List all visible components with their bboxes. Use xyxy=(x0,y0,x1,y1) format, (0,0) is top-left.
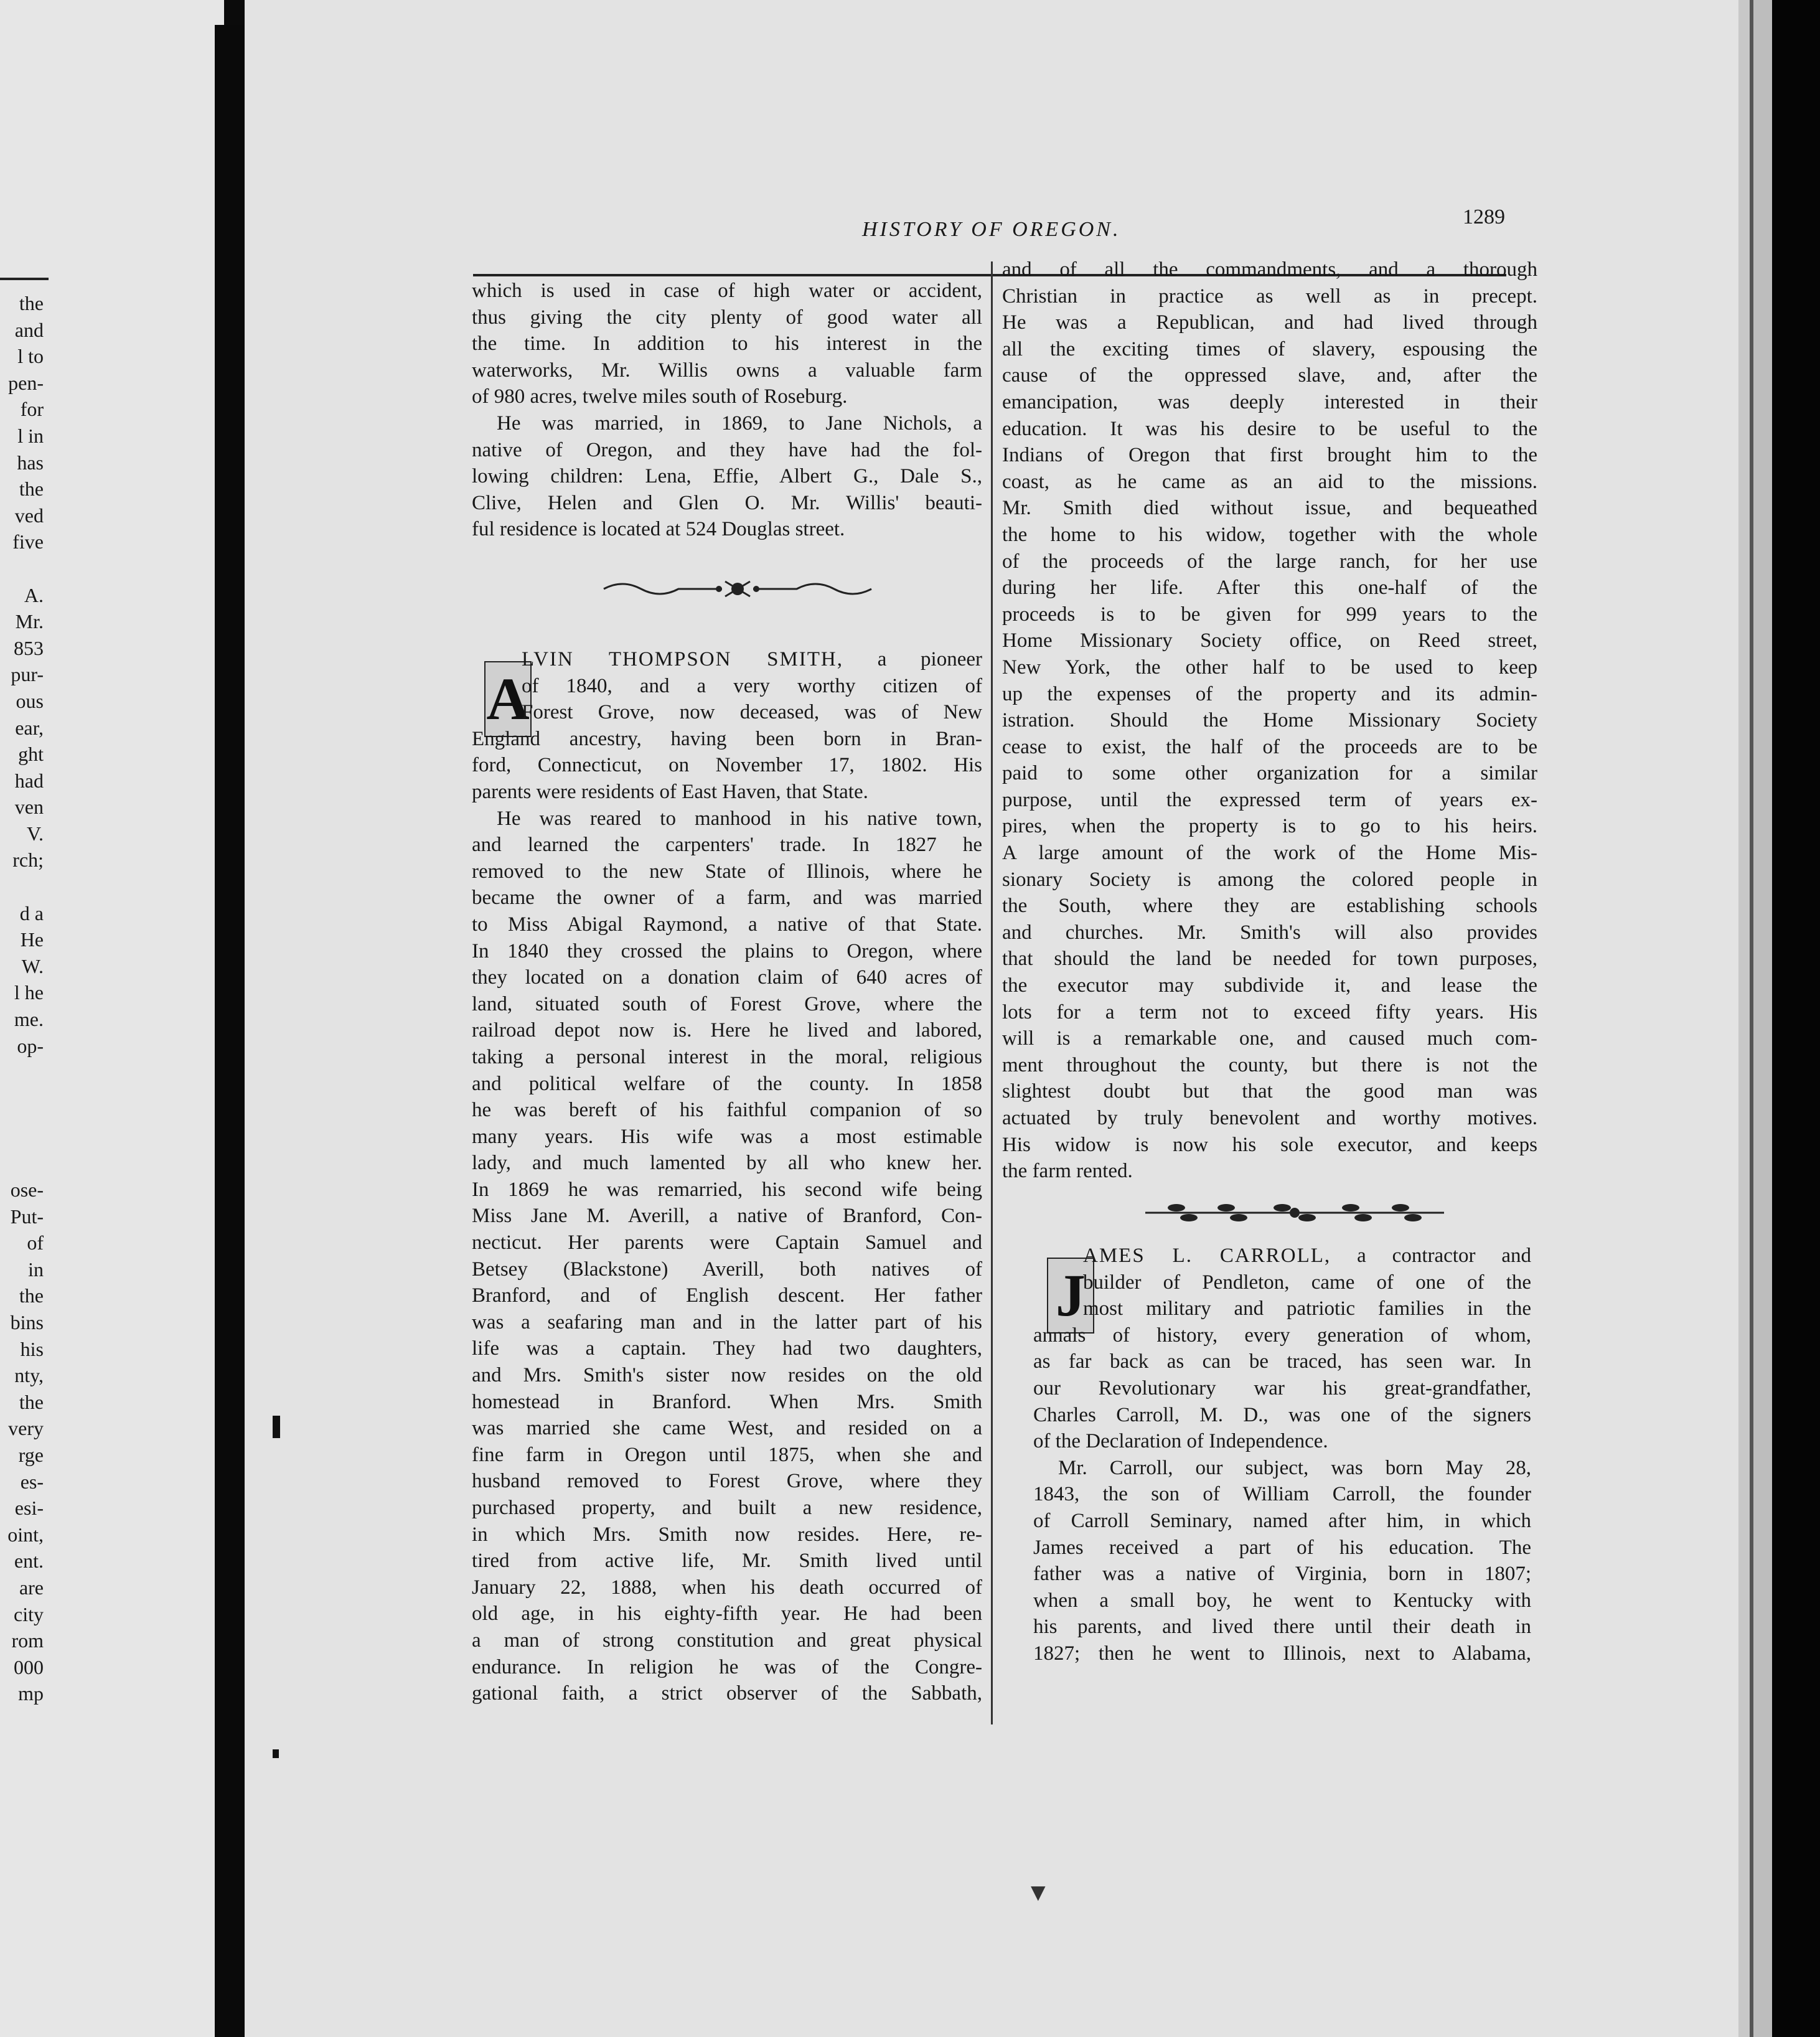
smith-line: husband removed to Forest Grove, where they xyxy=(472,1470,982,1493)
facing-page-fragment: V. xyxy=(27,822,44,845)
facing-page-fragment: city xyxy=(14,1602,44,1625)
smith-continued-line: the South, where they are establishing schools xyxy=(1002,895,1537,918)
carroll-name: AMES L. CARROLL, xyxy=(1083,1244,1331,1267)
smith-line: purchased property, and built a new residence, xyxy=(472,1497,982,1519)
smith-continued-line: will is a remarkable one, and caused much com- xyxy=(1002,1027,1537,1050)
smith-continued-line: of the proceeds of the large ranch, for her use xyxy=(1002,550,1537,573)
facing-page-fragment: very xyxy=(8,1417,44,1440)
facing-page-fragment: op- xyxy=(17,1034,44,1057)
scan-border xyxy=(1772,0,1820,2037)
facing-page-fragment: oint, xyxy=(7,1523,44,1546)
facing-page-fragment: ous xyxy=(16,689,44,712)
smith-continued-line: the executor may subdivide it, and lease the xyxy=(1002,974,1537,997)
facing-page-fragment: Mr. xyxy=(15,610,44,633)
smith-line: tired from active life, Mr. Smith lived until xyxy=(472,1550,982,1573)
scan-mark xyxy=(273,1749,279,1758)
carroll-line: 1827; then he went to Illinois, next to Alabama, xyxy=(1033,1642,1531,1665)
facing-page-fragment xyxy=(0,873,44,900)
facing-page-fragment: mp xyxy=(18,1682,44,1705)
carroll-line: of Carroll Seminary, named after him, in which xyxy=(1033,1509,1531,1532)
smith-continued-line: pires, when the property is to go to his heirs. xyxy=(1002,815,1537,838)
smith-line: endurance. In religion he was of the Congre- xyxy=(472,1655,982,1678)
willis-entry-end xyxy=(472,278,982,543)
willis-line: native of Oregon, and they have had the fol- xyxy=(472,438,982,461)
facing-page-fragment: esi- xyxy=(14,1497,44,1520)
smith-line: Betsey (Blackstone) Averill, both natives of xyxy=(472,1258,982,1281)
smith-first-line xyxy=(472,646,982,673)
carroll-line: Mr. Carroll, our subject, was born May 28, xyxy=(1058,1456,1531,1479)
smith-line: Branford, and of English descent. Her father xyxy=(472,1284,982,1307)
facing-page-fragment: ven xyxy=(14,796,44,819)
scan-arrow-mark: ▼ xyxy=(1026,1878,1051,1906)
facing-page-fragment: ear, xyxy=(15,716,44,739)
smith-line: lady, and much lamented by all who knew her. xyxy=(472,1152,982,1175)
smith-line: a man of strong constitution and great physical xyxy=(472,1629,982,1652)
smith-continued-line: A large amount of the work of the Home Mis- xyxy=(1002,842,1537,865)
facing-page-fragment: es- xyxy=(20,1470,44,1493)
facing-page-fragment: rch; xyxy=(12,849,44,872)
smith-entry-continued xyxy=(1002,256,1537,1185)
smith-line: England ancestry, having been born in Bran- xyxy=(472,727,982,750)
smith-entry xyxy=(472,646,982,1707)
willis-line: lowing children: Lena, Effie, Albert G., Dale S., xyxy=(472,465,982,488)
facing-page-fragment: pur- xyxy=(11,663,44,686)
facing-page-fragment: five xyxy=(12,530,44,553)
smith-line: became the owner of a farm, and was married xyxy=(472,887,982,910)
carroll-line: as far back as can be traced, has seen war. In xyxy=(1033,1350,1531,1373)
page-number: 1289 xyxy=(1463,205,1505,228)
smith-continued-line: slightest doubt but that the good man was xyxy=(1002,1080,1537,1103)
smith-line: In 1840 they crossed the plains to Oregon, where xyxy=(472,939,982,962)
willis-line: thus giving the city plenty of good water all xyxy=(472,306,982,329)
facing-page-fragment: has xyxy=(17,451,44,474)
smith-continued-line: His widow is now his sole executor, and keeps xyxy=(1002,1133,1537,1156)
willis-line: which is used in case of high water or accident, xyxy=(472,280,982,302)
smith-line: railroad depot now is. Here he lived and labored, xyxy=(472,1019,982,1042)
facing-page-fragment: had xyxy=(14,769,44,792)
smith-line: He was reared to manhood in his native town, xyxy=(497,807,982,830)
willis-line: of 980 acres, twelve miles south of Roseburg. xyxy=(472,385,848,408)
drop-cap: J xyxy=(1047,1258,1094,1334)
facing-page-fragment: l he xyxy=(14,981,44,1004)
facing-page-text-top xyxy=(0,290,44,1059)
carroll-entry xyxy=(1033,1243,1531,1667)
smith-continued-line: Mr. Smith died without issue, and bequeathed xyxy=(1002,497,1537,520)
carroll-line: Charles Carroll, M. D., was one of the signers xyxy=(1033,1403,1531,1426)
smith-continued-line: cause of the oppressed slave, and, after the xyxy=(1002,364,1537,387)
smith-continued-line: Home Missionary Society office, on Reed street, xyxy=(1002,629,1537,652)
running-head: HISTORY OF OREGON. xyxy=(862,218,1121,241)
facing-page-fragment: W. xyxy=(21,954,44,977)
smith-continued-line: and churches. Mr. Smith's will also provides xyxy=(1002,921,1537,944)
facing-page-fragment: are xyxy=(19,1576,44,1599)
facing-page-fragment: rge xyxy=(18,1443,44,1466)
facing-page-fragment: the xyxy=(19,477,44,501)
smith-continued-line: cease to exist, the half of the proceeds are to be xyxy=(1002,735,1537,758)
facing-page-fragment: 853 xyxy=(14,636,44,659)
smith-line: old age, in his eighty-fifth year. He had been xyxy=(472,1602,982,1625)
carroll-line: of the Declaration of Independence. xyxy=(1033,1430,1328,1453)
facing-page-fragment: his xyxy=(20,1337,44,1360)
smith-continued-line: up the expenses of the property and its admin- xyxy=(1002,682,1537,705)
facing-page-fragment: the xyxy=(19,292,44,314)
facing-page xyxy=(0,0,224,2037)
smith-line: Forest Grove, now deceased, was of New xyxy=(522,701,982,724)
carroll-line: 1843, the son of William Carroll, the founder xyxy=(1033,1483,1531,1506)
smith-line: was a seafaring man and in the latter part of his xyxy=(472,1310,982,1334)
willis-line: ful residence is located at 524 Douglas street. xyxy=(472,518,845,541)
smith-line: fine farm in Oregon until 1875, when she and xyxy=(472,1443,982,1466)
facing-page-fragment: in xyxy=(28,1258,44,1281)
smith-body xyxy=(472,673,982,1707)
section-ornament xyxy=(1139,1200,1450,1225)
carroll-line: James received a part of his education. The xyxy=(1033,1536,1531,1559)
smith-continued-line: Indians of Oregon that first brought him to the xyxy=(1002,444,1537,467)
facing-page-fragment: me. xyxy=(14,1008,44,1031)
facing-page-fragment: ved xyxy=(14,504,44,527)
carroll-line: our Revolutionary war his great-grandfather, xyxy=(1033,1376,1531,1400)
smith-line: many years. His wife was a most estimable xyxy=(472,1125,982,1148)
carroll-first-line-tail: a contractor and xyxy=(1357,1244,1531,1267)
smith-continued-line: Christian in practice as well as in precept. xyxy=(1002,285,1537,308)
drop-cap: A xyxy=(484,661,532,737)
smith-continued-line: New York, the other half to be used to keep xyxy=(1002,656,1537,679)
column-divider xyxy=(991,261,993,1724)
smith-first-line-tail: a pioneer xyxy=(877,648,982,670)
smith-line: necticut. Her parents were Captain Samuel and xyxy=(472,1231,982,1254)
facing-page-fragment: the xyxy=(19,1390,44,1413)
facing-page-fragment: ent. xyxy=(14,1550,44,1573)
smith-continued-line: actuated by truly benevolent and worthy motives. xyxy=(1002,1107,1537,1129)
facing-page-fragment: Put- xyxy=(10,1205,44,1228)
carroll-line: when a small boy, he went to Kentucky with xyxy=(1033,1589,1531,1612)
page-edge xyxy=(1738,0,1750,2037)
smith-line: was married she came West, and resided on a xyxy=(472,1417,982,1440)
smith-continued-line: education. It was his desire to be useful to the xyxy=(1002,417,1537,440)
smith-line: and Mrs. Smith's sister now resides on the old xyxy=(472,1364,982,1387)
carroll-line: most military and patriotic families in the xyxy=(1083,1297,1531,1320)
smith-line: In 1869 he was remarried, his second wife being xyxy=(472,1178,982,1201)
facing-page-rule xyxy=(0,278,49,280)
willis-line: He was married, in 1869, to Jane Nichols, a xyxy=(497,412,982,435)
carroll-line: his parents, and lived there until their death in xyxy=(1033,1616,1531,1639)
smith-continued-line: and of all the commandments, and a thorough xyxy=(1002,258,1537,281)
facing-page-fragment: A. xyxy=(24,583,44,606)
smith-continued-line: purpose, until the expressed term of years ex- xyxy=(1002,788,1537,811)
smith-line: and political welfare of the county. In 1858 xyxy=(472,1072,982,1095)
carroll-body xyxy=(1033,1269,1531,1667)
page-edge xyxy=(1753,0,1772,2037)
book-gutter xyxy=(215,25,245,2037)
smith-line: ford, Connecticut, on November 17, 1802. His xyxy=(472,754,982,777)
facing-page-fragment: d a xyxy=(19,901,44,924)
smith-continued-line: proceeds is to be given for 999 years to the xyxy=(1002,603,1537,626)
smith-line: homestead in Branford. When Mrs. Smith xyxy=(472,1390,982,1413)
facing-page-fragment: pen- xyxy=(8,371,44,394)
facing-page-fragment: rom xyxy=(11,1629,44,1652)
smith-continued-line: coast, as he came as an aid to the missions. xyxy=(1002,470,1537,493)
facing-page-fragment: 000 xyxy=(14,1655,44,1678)
smith-line: and learned the carpenters' trade. In 1827 he xyxy=(472,834,982,857)
smith-line: of 1840, and a very worthy citizen of xyxy=(522,674,982,697)
carroll-first-line xyxy=(1033,1243,1531,1269)
carroll-line: annals of history, every generation of whom, xyxy=(1033,1324,1531,1347)
smith-continued-line: the farm rented. xyxy=(1002,1160,1133,1183)
facing-page-fragment: and xyxy=(14,318,44,341)
smith-continued-line: sionary Society is among the colored people in xyxy=(1002,868,1537,891)
willis-line: Clive, Helen and Glen O. Mr. Willis' beauti- xyxy=(472,491,982,514)
carroll-line: builder of Pendleton, came of one of the xyxy=(1083,1271,1531,1294)
willis-line: the time. In addition to his interest in the xyxy=(472,332,982,355)
smith-line: to Miss Abigal Raymond, a native of that State. xyxy=(472,913,982,936)
smith-continued-line: He was a Republican, and had lived through xyxy=(1002,311,1537,334)
smith-continued-line: emancipation, was deeply interested in their xyxy=(1002,390,1537,413)
smith-line: taking a personal interest in the moral, religious xyxy=(472,1045,982,1068)
smith-continued-line: lots for a term not to exceed fifty years. His xyxy=(1002,1000,1537,1023)
section-ornament xyxy=(598,578,878,600)
smith-line: in which Mrs. Smith now resides. Here, re- xyxy=(472,1523,982,1546)
smith-line: removed to the new State of Illinois, where he xyxy=(472,860,982,883)
smith-line: Miss Jane M. Averill, a native of Branford, Con- xyxy=(472,1205,982,1228)
facing-page-fragment: of xyxy=(27,1231,44,1254)
smith-line: land, situated south of Forest Grove, where the xyxy=(472,992,982,1015)
scan-mark xyxy=(273,1416,280,1438)
facing-page-fragment: l in xyxy=(17,424,44,447)
smith-name: LVIN THOMPSON SMITH, xyxy=(522,648,844,670)
smith-line: life was a captain. They had two daughters, xyxy=(472,1337,982,1360)
willis-line: waterworks, Mr. Willis owns a valuable farm xyxy=(472,359,982,382)
facing-page-fragment: bins xyxy=(10,1310,44,1334)
smith-continued-line: during her life. After this one-half of the xyxy=(1002,576,1537,600)
smith-continued-line: paid to some other organization for a similar xyxy=(1002,762,1537,785)
smith-line: they located on a donation claim of 640 acres of xyxy=(472,966,982,989)
smith-continued-line: that should the land be needed for town purposes, xyxy=(1002,948,1537,971)
smith-line: gational faith, a strict observer of the Sabbath, xyxy=(472,1682,982,1705)
smith-continued-line: all the exciting times of slavery, espousing the xyxy=(1002,337,1537,360)
facing-page-fragment: He xyxy=(20,928,44,951)
smith-continued-line: istration. Should the Home Missionary Society xyxy=(1002,709,1537,732)
smith-line: parents were residents of East Haven, that State. xyxy=(472,780,868,803)
facing-page-fragment: for xyxy=(20,398,44,421)
facing-page-fragment: nty, xyxy=(14,1364,44,1387)
facing-page-fragment: l to xyxy=(17,345,44,368)
smith-continued-line: ment throughout the county, but there is not the xyxy=(1002,1053,1537,1076)
facing-page-fragment xyxy=(0,555,44,582)
facing-page-fragment: the xyxy=(19,1284,44,1307)
smith-continued-line: the home to his widow, together with the whole xyxy=(1002,523,1537,546)
facing-page-fragment: ose- xyxy=(10,1178,44,1201)
facing-page-text-bottom xyxy=(0,1177,44,1707)
smith-line: January 22, 1888, when his death occurred of xyxy=(472,1576,982,1599)
smith-line: he was bereft of his faithful companion of so xyxy=(472,1099,982,1122)
carroll-line: father was a native of Virginia, born in 1807; xyxy=(1033,1563,1531,1586)
facing-page-fragment: ght xyxy=(18,743,44,766)
